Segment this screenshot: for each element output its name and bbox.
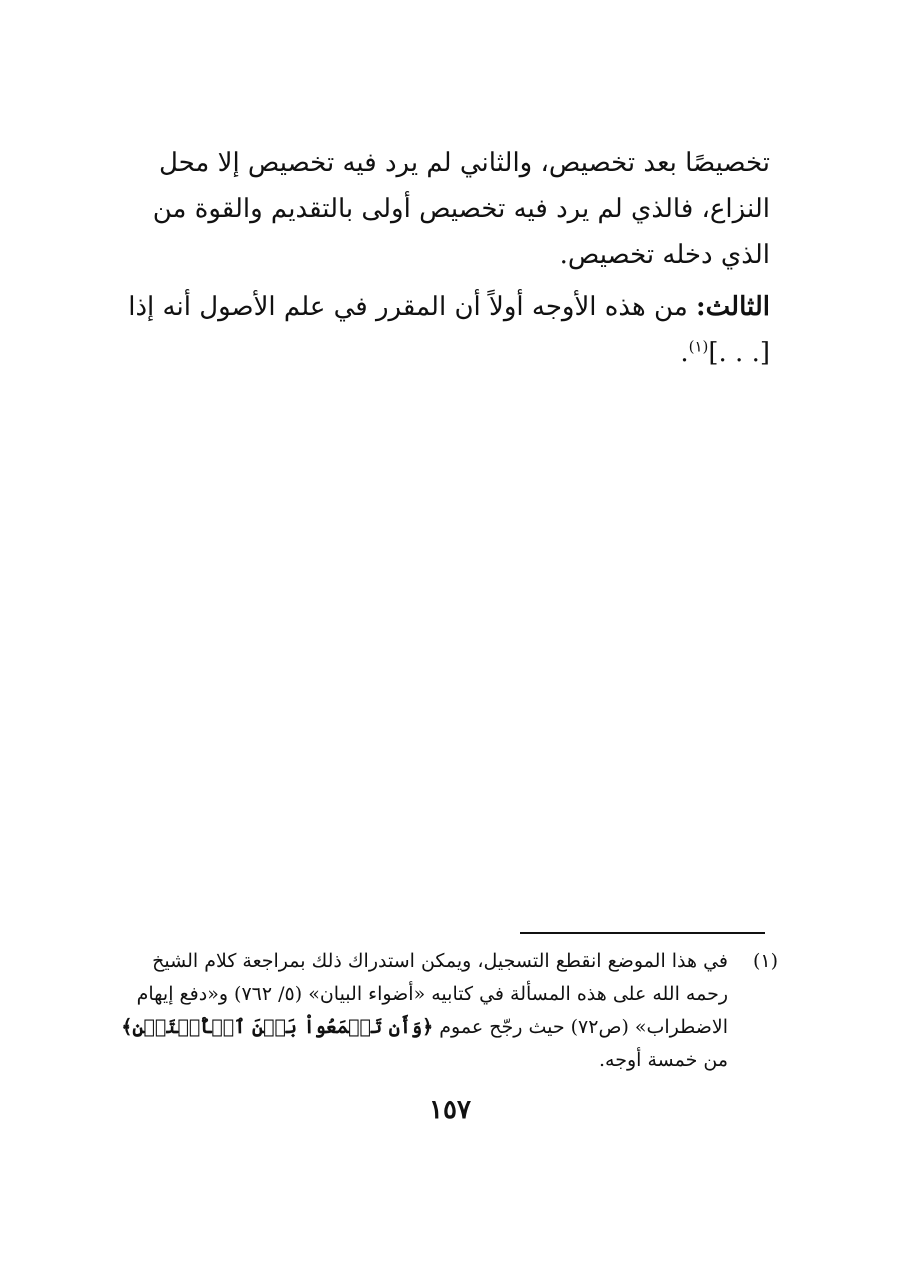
quran-quote: ﴿وَأَن تَجۡمَعُواْ بَيۡنَ ٱلۡأُخۡتَيۡنِ﴾ <box>121 1016 434 1038</box>
ellipsis-bracket: [. . .] <box>708 338 770 368</box>
footnote <box>120 945 778 1077</box>
footnote-reference[interactable]: (١) <box>688 337 709 356</box>
footnote-marker: (١) <box>752 950 778 972</box>
paragraph-2-end: . <box>680 338 689 368</box>
paragraph-2-text: من هذه الأوجه أولاً أن المقرر في علم الأصول أنه إذا <box>128 292 697 322</box>
footnote-text-after: من خمسة أوجه. <box>598 1049 728 1071</box>
main-text <box>120 140 770 376</box>
footnote-body <box>120 945 728 1077</box>
page-number: ١٥٧ <box>429 1095 471 1125</box>
paragraph-2 <box>120 284 770 376</box>
footnote-text-before: في هذا الموضع انقطع التسجيل، ويمكن استدراك ذلك بمراجعة كلام الشيخ رحمه الله على هذه المسألة في كتابيه «أضواء البيان» (٥/ ٧٦٢) و«دفع إيهام الاضطراب» (ص٧٢) حيث رجّح عموم <box>136 950 728 1038</box>
paragraph-1: تخصيصًا بعد تخصيص، والثاني لم يرد فيه تخصيص إلا محل النزاع، فالذي لم يرد فيه تخصيص أولى بالتقديم والقوة من الذي دخله تخصيص. <box>152 148 770 270</box>
paragraph-2-lead: الثالث: <box>696 292 770 322</box>
footnote-separator <box>520 932 765 934</box>
